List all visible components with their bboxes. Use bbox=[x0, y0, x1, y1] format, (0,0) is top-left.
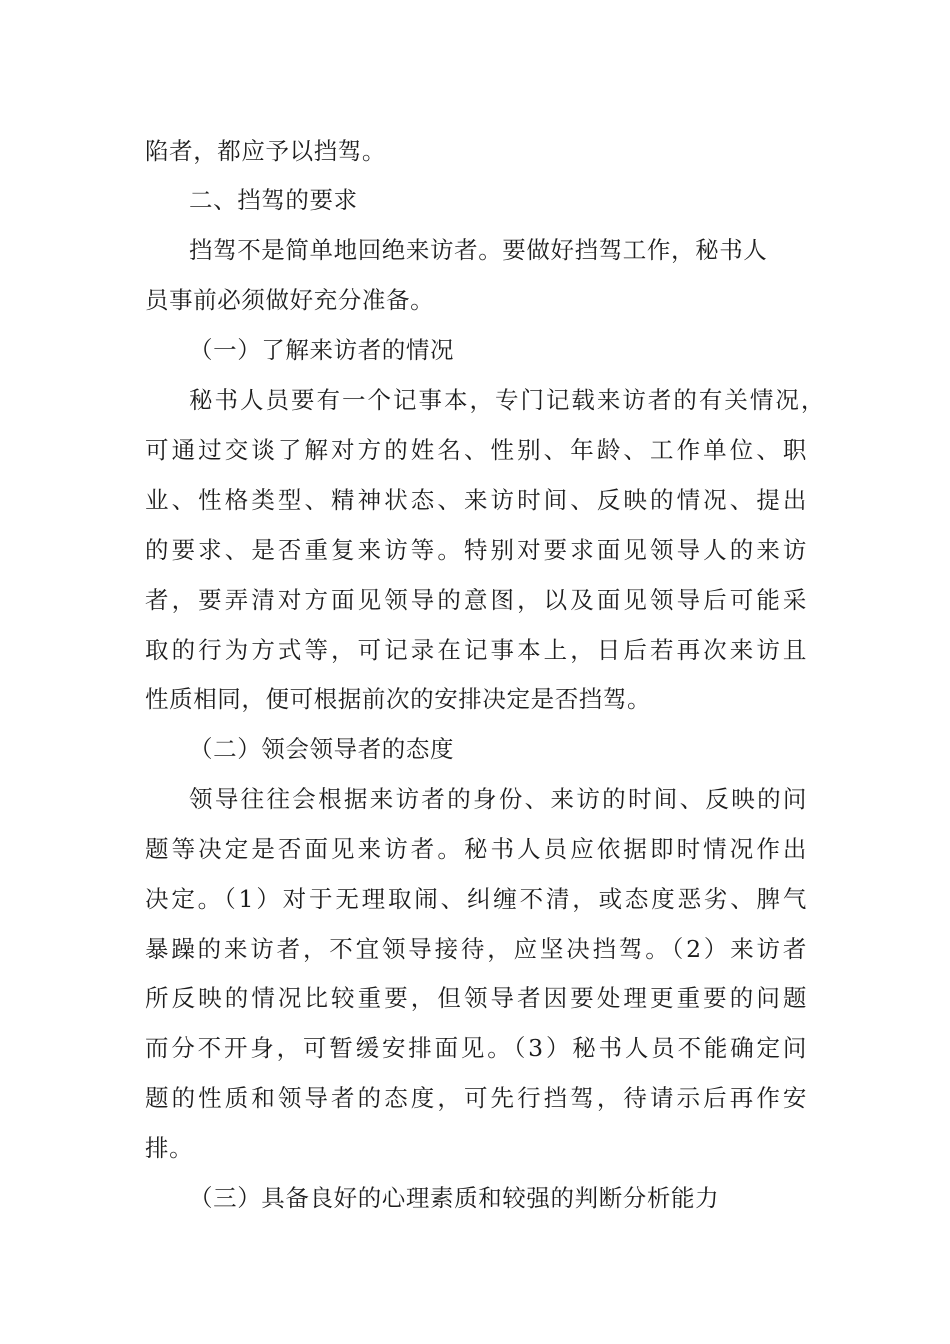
paragraph-line: 秘书人员要有一个记事本，专门记载来访者的有关情况， bbox=[189, 386, 825, 414]
paragraph-line: 业、性格类型、精神状态、来访时间、反映的情况、提出 bbox=[145, 486, 807, 514]
paragraph-line: 的要求、是否重复来访等。特别对要求面见领导人的来访 bbox=[145, 536, 807, 564]
paragraph-line: 题等决定是否面见来访者。秘书人员应依据即时情况作出 bbox=[145, 835, 807, 863]
paragraph-line: 暴躁的来访者，不宜领导接待，应坚决挡驾。（2）来访者 bbox=[145, 935, 807, 963]
paragraph-line: 可通过交谈了解对方的姓名、性别、年龄、工作单位、职 bbox=[145, 436, 807, 464]
section-heading: 二、挡驾的要求 bbox=[189, 186, 358, 214]
paragraph-line: 挡驾不是简单地回绝来访者。要做好挡驾工作，秘书人 bbox=[189, 236, 768, 264]
paragraph-line: 性质相同，便可根据前次的安排决定是否挡驾。 bbox=[145, 685, 652, 713]
paragraph-line: 所反映的情况比较重要，但领导者因要处理更重要的问题 bbox=[145, 984, 807, 1012]
subsection-heading: （二）领会领导者的态度 bbox=[189, 735, 455, 763]
paragraph-line: 者，要弄清对方面见领导的意图，以及面见领导后可能采 bbox=[145, 586, 807, 614]
paragraph-line: 领导往往会根据来访者的身份、来访的时间、反映的问 bbox=[189, 785, 807, 813]
paragraph-line: 排。 bbox=[145, 1134, 194, 1162]
paragraph-line: 员事前必须做好充分准备。 bbox=[145, 286, 435, 314]
subsection-heading: （三）具备良好的心理素质和较强的判断分析能力 bbox=[189, 1184, 720, 1212]
paragraph-line: 而分不开身，可暂缓安排面见。（3）秘书人员不能确定问 bbox=[145, 1034, 807, 1062]
paragraph-line: 陷者，都应予以挡驾。 bbox=[145, 137, 386, 165]
subsection-heading: （一）了解来访者的情况 bbox=[189, 336, 455, 364]
paragraph-line: 取的行为方式等，可记录在记事本上，日后若再次来访且 bbox=[145, 636, 807, 664]
paragraph-line: 题的性质和领导者的态度，可先行挡驾，待请示后再作安 bbox=[145, 1084, 807, 1112]
paragraph-line: 决定。（1）对于无理取闹、纠缠不清，或态度恶劣、脾气 bbox=[145, 885, 807, 913]
